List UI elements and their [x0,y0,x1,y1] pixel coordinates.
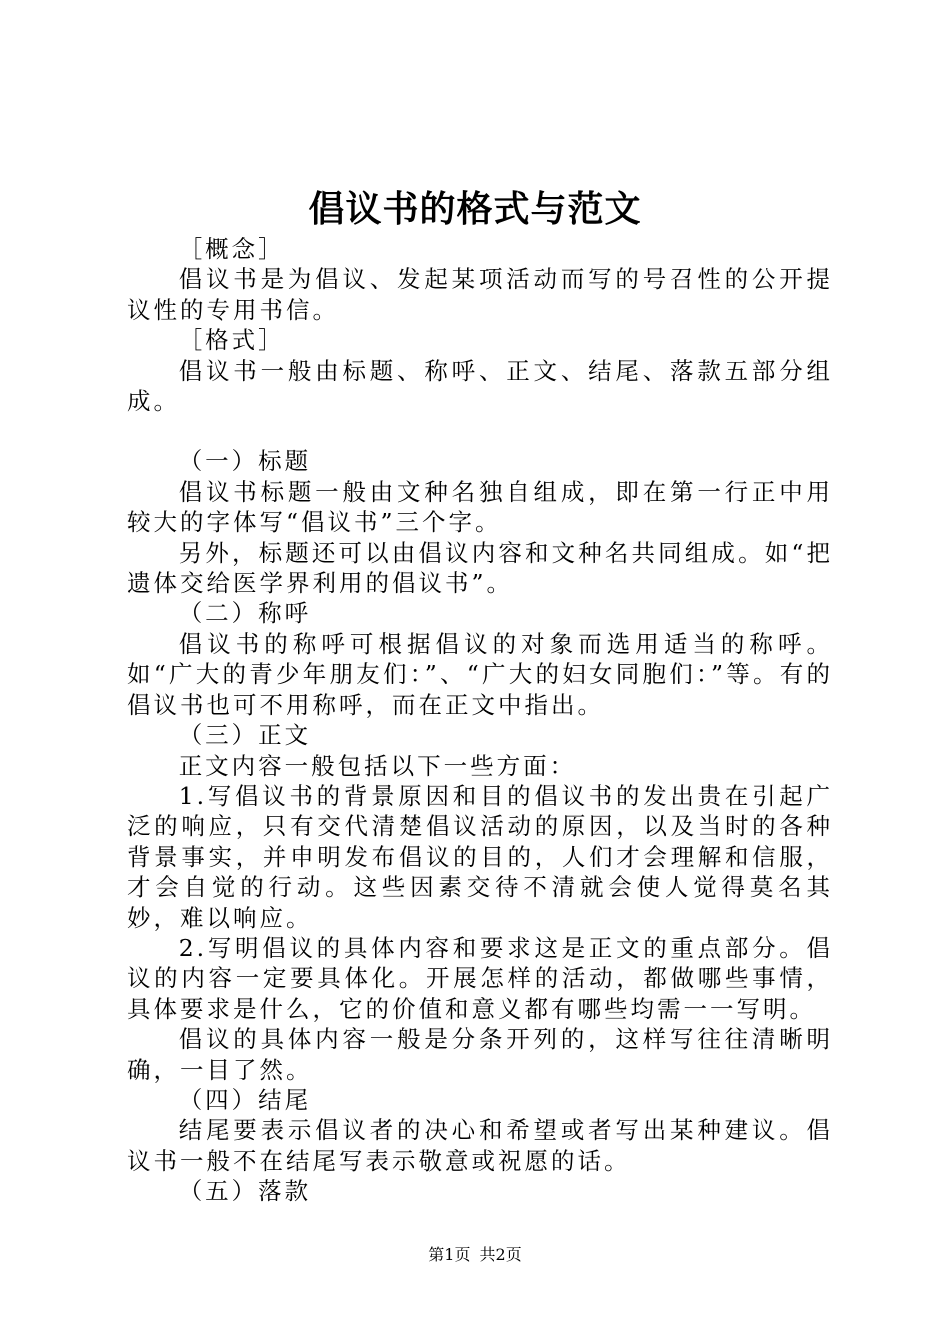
page-number: 第1页 [428,1245,471,1264]
section-label-concept: ［概念］ [178,235,285,263]
paragraph-salutation: 倡议书的称呼可根据倡议的对象而选用适当的称呼。如“广大的青少年朋友们：”、“广大的妇女同胞们：”等。有的倡议书也可不用称呼，而在正文中指出。 [127,629,833,719]
heading-signature-section: （五）落款 [178,1177,312,1206]
section-label-format: ［格式］ [178,326,285,355]
page-footer [0,1245,950,1265]
paragraph-title-alt: 另外，标题还可以由倡议内容和文种名共同组成。如“把遗体交给医学界利用的倡议书”。 [127,538,833,598]
page-total: 共2页 [479,1245,522,1264]
paragraph-body-point-1: 1.写倡议书的背景原因和目的倡议书的发出贵在引起广泛的响应，只有交代清楚倡议活动的原因，以及当时的各种背景事实，并申明发布倡议的目的，人们才会理解和信服，才会自觉的行动。这些因素交待不清就会使人觉得莫名其妙，难以响应。 [127,781,833,932]
paragraph-body-intro: 正文内容一般包括以下一些方面： [178,751,577,780]
paragraph-definition: 倡议书是为倡议、发起某项活动而写的号召性的公开提议性的专用书信。 [127,265,833,324]
heading-body-section: （三）正文 [178,721,312,750]
paragraph-ending: 结尾要表示倡议者的决心和希望或者写出某种建议。倡议书一般不在结尾写表示敬意或祝愿的话。 [127,1116,833,1175]
heading-ending-section: （四）结尾 [178,1085,312,1114]
paragraph-body-list-note: 倡议的具体内容一般是分条开列的，这样写往往清晰明确，一目了然。 [127,1025,833,1084]
paragraph-title-rule: 倡议书标题一般由文种名独自组成，即在第一行正中用较大的字体写“倡议书”三个字。 [127,477,833,537]
document-title: 倡议书的格式与范文 [308,188,642,230]
paragraph-body-point-2: 2.写明倡议的具体内容和要求这是正文的重点部分。倡议的内容一定要具体化。开展怎样的活动，都做哪些事情，具体要求是什么，它的价值和意义都有哪些均需一一写明。 [127,933,833,1023]
heading-title-section: （一）标题 [178,447,312,476]
paragraph-format-overview: 倡议书一般由标题、称呼、正文、结尾、落款五部分组成。 [127,356,833,416]
heading-salutation-section: （二）称呼 [178,599,312,628]
document-body [127,234,833,1207]
